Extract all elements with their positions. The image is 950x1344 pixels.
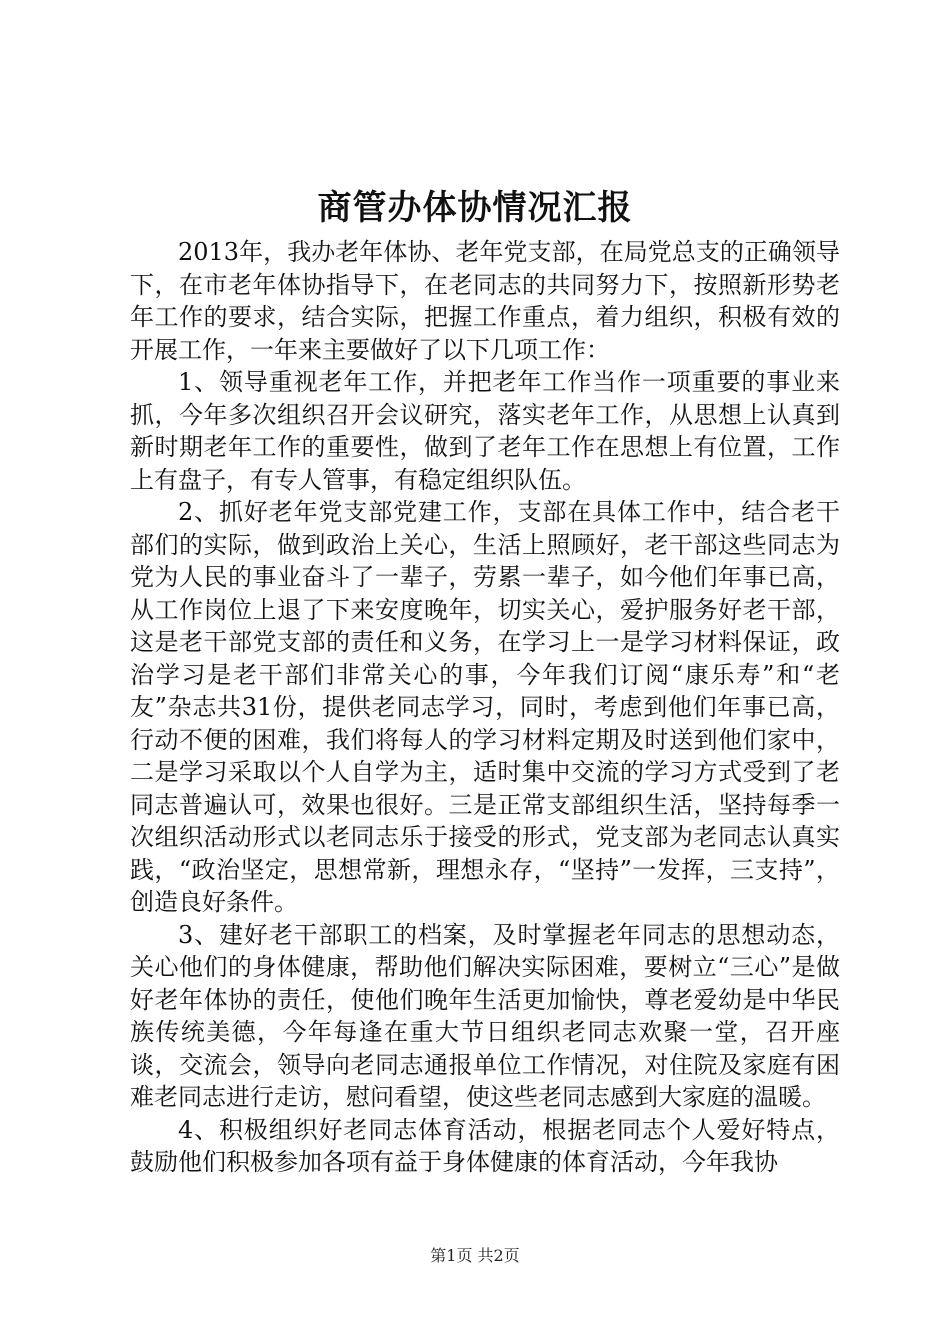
- paragraph-item-1: 1、领导重视老年工作，并把老年工作当作一项重要的事业来抓，今年多次组织召开会议研究，落实老年工作，从思想上认真到新时期老年工作的重要性，做到了老年工作在思想上有位置，工作上有盘子，有专人管事，有稳定组织队伍。: [130, 368, 840, 494]
- document-body: [130, 236, 840, 1179]
- document-title: 商管办体协情况汇报: [317, 188, 633, 228]
- paragraph-item-2: 2、抓好老年党支部党建工作，支部在具体工作中，结合老干部们的实际，做到政治上关心，生活上照顾好，老干部这些同志为党为人民的事业奋斗了一辈子，劳累一辈子，如今他们年事已高，从工作岗位上退了下来安度晚年，切实关心，爱护服务好老干部，这是老干部党支部的责任和义务，在学习上一是学习材料保证，政治学习是老干部们非常关心的事，今年我们订阅“康乐寿”和“老友”杂志共31份，提供老同志学习，同时，考虑到他们年事已高，行动不便的困难，我们将每人的学习材料定期及时送到他们家中，二是学习采取以个人自学为主，适时集中交流的学习方式受到了老同志普遍认可，效果也很好。三是正常支部组织生活，坚持每季一次组织活动形式以老同志乐于接受的形式，党支部为老同志认真实践，“政治坚定，思想常新，理想永存，“坚持”一发挥，三支持”，创造良好条件。: [130, 498, 840, 916]
- paragraph-item-4: 4、积极组织好老同志体育活动，根据老同志个人爱好特点，鼓励他们积极参加各项有益于身体健康的体育活动，今年我协: [130, 1115, 840, 1176]
- page-number-footer: 第1页 共2页: [430, 1246, 520, 1265]
- paragraph-item-3: 3、建好老干部职工的档案，及时掌握老年同志的思想动态，关心他们的身体健康，帮助他们解决实际困难，要树立“三心”是做好老年体协的责任，使他们晚年生活更加愉快，尊老爱幼是中华民族传统美德，今年每逢在重大节日组织老同志欢聚一堂，召开座谈，交流会，领导向老同志通报单位工作情况，对住院及家庭有困难老同志进行走访，慰问看望，使这些老同志感到大家庭的温暖。: [130, 920, 840, 1111]
- paragraph-intro: 2013年，我办老年体协、老年党支部，在局党总支的正确领导下，在市老年体协指导下，在老同志的共同努力下，按照新形势老年工作的要求，结合实际，把握工作重点，着力组织，积极有效的开展工作，一年来主要做好了以下几项工作：: [130, 238, 840, 364]
